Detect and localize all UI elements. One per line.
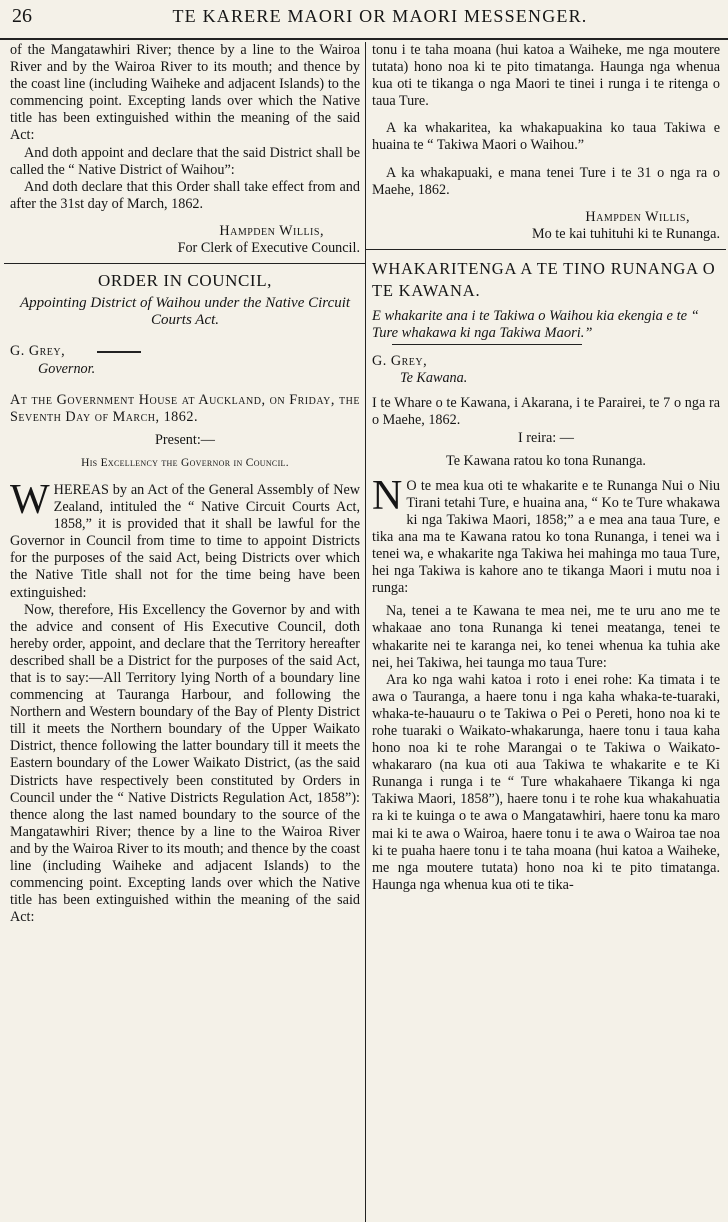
place-and-date-maori: I te Whare o te Kawana, i Akarana, i te Parairei, te 7 o nga ra o Maehe, 1862. xyxy=(372,395,720,429)
page-number: 26 xyxy=(12,5,32,27)
signature-role: For Clerk of Executive Council. xyxy=(177,240,360,257)
signature-dash xyxy=(97,351,141,353)
english-column xyxy=(10,42,360,1222)
governor-name: G. Grey, xyxy=(10,343,66,360)
signature-name: Hampden Willis, xyxy=(219,222,324,239)
no-paragraph xyxy=(372,472,720,598)
continued-paragraph-maori: tonu i te taha moana (hui katoa a Waiheke, me nga moutere tutata) hono noa ki te pito timatanga. Haunga nga whenua kua oti te tikanga o nga Maori te tinei i runga i te ritenga o taua Ture. xyxy=(372,42,720,110)
order-subtitle: Appointing District of Waihou under the Native Circuit Courts Act. xyxy=(19,295,351,329)
drop-cap-maori: N xyxy=(372,472,403,519)
order-subtitle-maori: E whakarite ana i te Takiwa o Waihou kia ekengia e te “ Ture whakawa ki nga Takiwa Maori.” xyxy=(372,307,699,342)
column-divider xyxy=(365,42,366,1222)
governor-signature-maori xyxy=(372,353,720,387)
order-title: ORDER IN COUNCIL, xyxy=(97,271,273,291)
section-rule xyxy=(4,263,366,264)
signature-role-maori: Mo te kai tuhituhi ki te Runanga. xyxy=(532,225,720,242)
whereas-paragraph xyxy=(10,476,360,602)
whereas-text: HEREAS by an Act of the General Assembly of New Zealand, intituled the “ Native Circuit Courts Act, 1858,” it is provided that it shall be lawful for the Governor in Council from time to time to appoint Districts for the purposes of the said Act, being Districts over which the Native Title shall not for the time being have been extinguished: xyxy=(10,481,360,601)
order-paragraph: Now, therefore, His Excellency the Governor by and with the advice and consent of His Executive Council, doth hereby order, appoint, and declare that the Territory hereafter described shall be a District for the purposes of the said Act, that is to say:—All Territory lying North of a boundary line commencing at Tauranga Harbour, and following the Northern and Western boundary of the Bay of Plenty District till it meets the Northern boundary of the Upper Waikato District, thence following the latter boundary till it meets the Eastern boundary of the Lower Waikato District, (as the said Districts have respectively been constituted by Orders in Council under the “ Native Districts Regulation Act, 1858”): thence along the last named boundary to the source of the Mangatawhiri River; thence by a line to the Wairoa River and by the Wairoa River to its mouth; and thence by the coast line (including Waiheke and adjacent Islands) to the commencing point. Excepting lands over which the Native title has been extinguished within the meaning of the said Act: xyxy=(10,601,360,926)
drop-cap: W xyxy=(10,476,50,523)
place-and-date: At the Government House at Auckland, on Friday, the Seventh Day of March, 1862. xyxy=(10,391,360,425)
governor-title: Governor. xyxy=(38,360,96,377)
governor-signature xyxy=(10,343,360,377)
maori-column xyxy=(372,42,720,1222)
subtitle-rule xyxy=(392,344,582,345)
page-header xyxy=(0,0,728,40)
naming-paragraph: And doth appoint and declare that the said District shall be called the “ Native District of Waihou”: xyxy=(10,144,360,178)
naming-paragraph-maori: A ka whakaritea, ka whakapuakina ko taua Takiwa e huaina te “ Takiwa Maori o Waihou.” xyxy=(372,120,720,154)
runanga-line: Te Kawana ratou ko tona Runanga. xyxy=(446,452,646,469)
order-title-maori: WHAKARITENGA A TE TINO RUNANGA O TE KAWANA. xyxy=(372,258,716,300)
section-rule-maori xyxy=(366,249,726,250)
ara-paragraph: Ara ko nga wahi katoa i roto i enei rohe: Ka timata i te awa o Tauranga, a haere tonu i nga kaha whaka-te-tuaraki, whaka-te-hauauru o te Takiwa o Pei o Pereti, hono noa ki te rohe tuaraki o Waikato-whakarunga, haere tonu i taua kaha hono noa ki te rohe Marangai o te Takiwa o Waikato-whakararo (na kua oti aua Takiwa te whakarite e te Ki Runanga i runga i te “ Ture whakahaere Tikanga ki nga Takiwa Maori, 1858”), haere tonu i te rohe kua whakahuatia ra ki te kuinga o te awa o Mangatawhiri, haere tonu ka maro mai ki te awa o Wairoa, haere tonu i te awa o Wairoa tae noa ki te puaha haere tonu i te taha moana (hui katoa a Waiheke, me nga moutere tutata) hono noa ki te pito timatanga. Haunga nga whenua kua oti te tika- xyxy=(372,671,720,893)
ireira-label: I reira: — xyxy=(518,429,574,446)
effect-paragraph-maori: A ka whakapuaki, e mana tenei Ture i te 31 o nga ra o Maehe, 1862. xyxy=(372,164,720,198)
effect-paragraph: And doth declare that this Order shall take effect from and after the 31st day of March, 1862. xyxy=(10,178,360,212)
continued-paragraph: of the Mangatawhiri River; thence by a line to the Wairoa River and by the Wairoa River to its mouth; and thence by the coast line (including Waiheke and adjacent Islands) to the commencing point. Excepting lands over which the Native title has been extinguished within the meaning of the said Act: xyxy=(10,42,360,144)
governor-title-maori: Te Kawana. xyxy=(400,370,468,387)
governor-name-maori: G. Grey, xyxy=(372,353,428,370)
council-line: His Excellency the Governor in Council. xyxy=(81,456,289,469)
signature-name-maori: Hampden Willis, xyxy=(585,208,690,225)
no-text: O te mea kua oti te whakarite e te Runanga Nui o Niu Tirani tetahi Ture, e huaina ana, “ Ko te Ture whakawa ki nga Takiwa Maori, 1858;” a e mea ana taua Ture, e tika ana ma te Kawana ratou ko tona Runanga, i tenei wa i tenei wa, e whakarite nga Takiwa hei mahinga mo taua Ture, hei nga Takiwa is kahore ano te tikanga Maori i mutu noa i runga: xyxy=(372,477,720,597)
newspaper-title: TE KARERE MAORI OR MAORI MESSENGER. xyxy=(172,6,588,26)
na-paragraph: Na, tenei a te Kawana te mea nei, me te uru ano me te whakaae ano tona Runanga ki tenei meatanga, tenei te whakarite nei te karanga nei, ko tenei whenua ka tuhia ake nei, hei Takiwa, hei taunga mo taua Ture: xyxy=(372,603,720,671)
present-label: Present:— xyxy=(155,431,215,448)
